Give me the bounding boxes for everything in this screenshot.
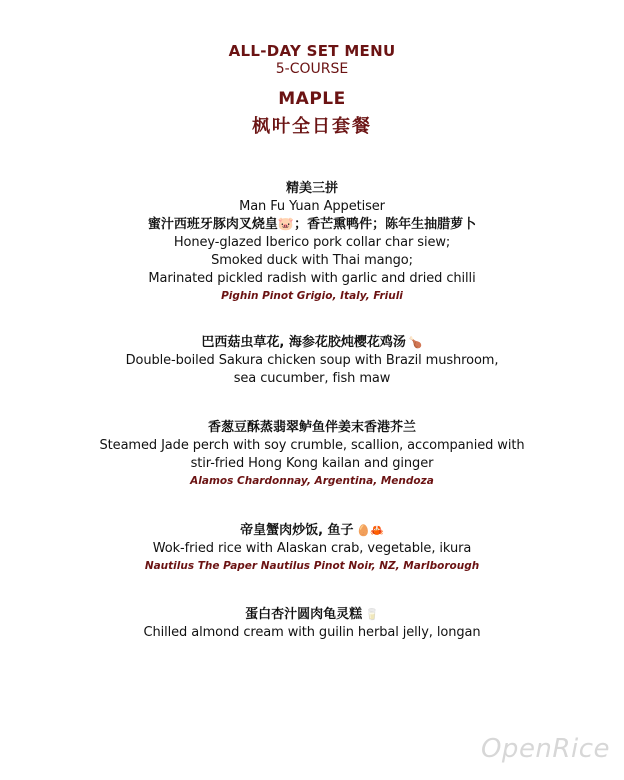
course-4-line-1: Wok-fried rice with Alaskan crab, vegetable, ikura	[152, 541, 472, 556]
course-2-line-1: Double-boiled Sakura chicken soup with Brazil mushroom,	[125, 353, 499, 368]
egg-crab-icon: 🥚🦀	[356, 524, 384, 537]
course-5-chinese	[0, 606, 624, 624]
course-1-line-5: Marinated pickled radish with garlic and dried chilli	[148, 271, 476, 286]
course-3	[0, 419, 624, 490]
course-1-chinese: 精美三拼	[285, 181, 338, 196]
course-2-line-2: sea cucumber, fish maw	[233, 371, 391, 386]
course-4	[0, 522, 624, 575]
openrice-watermark: OpenRice	[480, 734, 610, 764]
course-1-line-3: Honey-glazed Iberico pork collar char siew;	[173, 235, 451, 250]
menu-name: MAPLE	[278, 89, 346, 109]
course-4-chinese-text: 帝皇蟹肉炒饭, 鱼子	[240, 523, 354, 538]
course-5-line-1: Chilled almond cream with guilin herbal jelly, longan	[143, 625, 481, 640]
course-3-wine: Alamos Chardonnay, Argentina, Mendoza	[190, 475, 434, 487]
course-2	[0, 334, 624, 388]
milk-icon: 🥛	[365, 608, 379, 621]
course-3-line-1: Steamed Jade perch with soy crumble, scallion, accompanied with	[99, 438, 525, 453]
course-5-chinese-text: 蛋白杏汁圆肉龟灵糕	[245, 607, 363, 622]
course-3-line-2: stir-fried Hong Kong kailan and ginger	[190, 456, 434, 471]
course-2-chinese	[0, 334, 624, 352]
menu-name-chinese: 枫叶全日套餐	[252, 116, 372, 137]
course-5	[0, 606, 624, 642]
course-2-chinese-text: 巴西菇虫草花, 海参花胶炖樱花鸡汤	[201, 335, 406, 350]
course-1-line-4: Smoked duck with Thai mango;	[211, 253, 413, 268]
course-4-chinese	[0, 522, 624, 540]
course-1	[0, 180, 624, 305]
course-3-chinese: 香葱豆酥蒸翡翠鲈鱼伴姜末香港芥兰	[207, 420, 416, 435]
course-4-wine: Nautilus The Paper Nautilus Pinot Noir, NZ, Marlborough	[144, 560, 480, 572]
course-1-wine: Pighin Pinot Grigio, Italy, Friuli	[221, 290, 403, 302]
course-1-line-1: Man Fu Yuan Appetiser	[239, 199, 385, 214]
menu-title: ALL-DAY SET MENU	[228, 42, 396, 60]
menu-subtitle: 5-COURSE	[275, 61, 349, 77]
course-1-line-2: 蜜汁西班牙豚肉叉烧皇🐷；香芒熏鸭件；陈年生抽腊萝卜	[147, 217, 477, 232]
drumstick-icon: 🍗	[408, 336, 423, 349]
